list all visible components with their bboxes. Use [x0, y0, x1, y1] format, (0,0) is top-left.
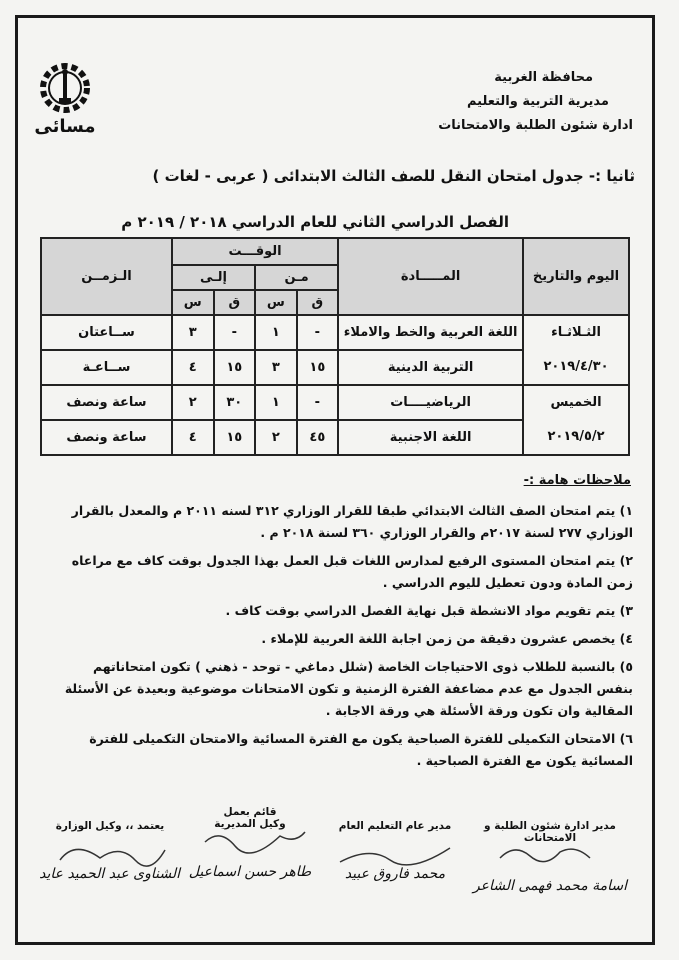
notes-list — [53, 500, 633, 778]
from-minutes-cell: - — [297, 315, 339, 350]
subject-cell: التربية الدينية — [338, 350, 523, 385]
duration-cell: ساعة ونصف — [41, 420, 172, 455]
signature-title: وكيل المديرية — [214, 818, 286, 830]
signatures — [39, 806, 630, 930]
signature-scribble-icon — [320, 838, 470, 868]
to-hours-cell: ٤ — [172, 420, 214, 455]
logo — [30, 60, 100, 145]
header-from-hours: س — [255, 290, 297, 315]
header-to-hours: س — [172, 290, 214, 315]
exam-schedule-table — [40, 237, 630, 456]
header-to: إلـى — [172, 265, 255, 290]
signature-scribble-icon — [470, 838, 630, 868]
signature-scribble-icon — [40, 838, 180, 868]
subject-cell: الرياضيــــات — [338, 385, 523, 420]
signature-block — [320, 820, 470, 882]
from-minutes-cell: ٤٥ — [297, 420, 339, 455]
subject-cell: اللغة العربية والخط والاملاء — [338, 315, 523, 350]
semester-title: الفصل الدراسي الثاني للعام الدراسي ٢٠١٨ / ٢٠١٩ م — [121, 213, 509, 231]
table-row — [41, 315, 629, 350]
duration-cell: ســاعتان — [41, 315, 172, 350]
to-minutes-cell: ١٥ — [214, 420, 256, 455]
day-name: الثـلاثـاء — [551, 325, 601, 340]
signature-block — [180, 806, 320, 880]
notes-heading: ملاحظات هامة :- — [523, 473, 631, 488]
table-row — [41, 385, 629, 420]
from-hours-cell: ٣ — [255, 350, 297, 385]
to-minutes-cell: - — [214, 315, 256, 350]
duration-cell: ســاعـة — [41, 350, 172, 385]
note-item: ٥) بالنسبة للطلاب ذوى الاحتياجات الخاصة (شلل دماغي - توحد - ذهني ) تكون امتحاناتهم بنفس الجدول مع عدم مضاعفة الفترة الزمنية و تكون الامتحانات موضوعية وبعيدة عن الأسئلة المقالية وان تكون ورقة الأسئلة هي ورقة الاجابة . — [64, 659, 633, 718]
header-to-minutes: ق — [214, 290, 256, 315]
to-hours-cell: ٣ — [172, 315, 214, 350]
note-item: ٦) الامتحان التكميلى للفترة الصباحية يكون مع الفترة المسائية والامتحان التكميلى للفترة المسائية يكون مع الفترة الصباحية . — [89, 731, 633, 768]
signature-name: محمد فاروق عبيد — [344, 866, 446, 882]
to-minutes-cell: ١٥ — [214, 350, 256, 385]
day-cell — [523, 385, 629, 455]
header-time: الوقـــت — [172, 238, 338, 265]
department: ادارة شئون الطلبة والامتحانات — [438, 118, 633, 133]
to-hours-cell: ٢ — [172, 385, 214, 420]
to-minutes-cell: ٣٠ — [214, 385, 256, 420]
header-block — [438, 66, 633, 138]
from-hours-cell: ١ — [255, 385, 297, 420]
subject-cell: اللغة الاجنبية — [338, 420, 523, 455]
note-item: ٣) يتم تقويم مواد الانشطة قبل نهاية الفصل الدراسي بوقت كاف . — [225, 603, 633, 618]
signature-block — [40, 820, 180, 882]
note-item: ٤) يخصص عشرون دقيقة من زمن اجابة اللغة العربية للإملاء . — [261, 631, 633, 646]
day-name: الخميس — [550, 395, 602, 410]
logo-text: مسائى — [34, 116, 96, 137]
directorate: مديرية التربية والتعليم — [466, 94, 609, 109]
from-minutes-cell: ١٥ — [297, 350, 339, 385]
schedule-title: ثانيا :- جدول امتحان النقل للصف الثالث الابتدائى ( عربى - لغات ) — [152, 167, 635, 185]
signature-name: طاهر حسن اسماعيل — [188, 864, 312, 880]
governorate: محافظة الغربية — [494, 70, 593, 85]
signature-title: مدير عام التعليم العام — [338, 820, 452, 832]
signature-name: اسامة محمد فهمى الشاعر — [472, 878, 628, 894]
header-from-minutes: ق — [297, 290, 339, 315]
signature-name: الشناوى عبد الحميد عايد — [39, 866, 180, 882]
signature-scribble-icon — [180, 824, 320, 854]
to-hours-cell: ٤ — [172, 350, 214, 385]
note-item: ١) يتم امتحان الصف الثالث الابتدائي طبقا للقرار الوزاري ٣١٢ لسنه ٢٠١١ م والمعدل بالقرار الوزاري ٢٧٧ لسنة ٢٠١٧م والقرار الوزاري ٣٦٠ لسنة ٢٠١٨ م . — [71, 503, 633, 540]
from-hours-cell: ٢ — [255, 420, 297, 455]
header-from: مـن — [255, 265, 338, 290]
header-day-date: اليوم والتاريخ — [523, 238, 629, 315]
day-date: ٢٠١٩/٤/٣٠ — [543, 359, 609, 374]
signature-title: يعتمد ،، وكيل الوزارة — [55, 820, 165, 832]
from-hours-cell: ١ — [255, 315, 297, 350]
signature-note: قائم بعمل — [223, 806, 277, 818]
header-subject: المـــــادة — [338, 238, 523, 315]
signature-title: مدير ادارة شئون الطلبة و الامتحانات — [484, 820, 616, 844]
day-date: ٢٠١٩/٥/٢ — [547, 429, 605, 444]
from-minutes-cell: - — [297, 385, 339, 420]
duration-cell: ساعة ونصف — [41, 385, 172, 420]
signature-block — [470, 820, 630, 894]
header-duration: الـزمــن — [41, 238, 172, 315]
gear-emblem-icon — [37, 60, 93, 116]
note-item: ٢) يتم امتحان المستوى الرفيع لمدارس اللغات قبل العمل بهذا الجدول بوقت كاف مع مراعاه زمن المادة ودون تعطيل لليوم الدراسي . — [71, 553, 633, 590]
day-cell — [523, 315, 629, 385]
